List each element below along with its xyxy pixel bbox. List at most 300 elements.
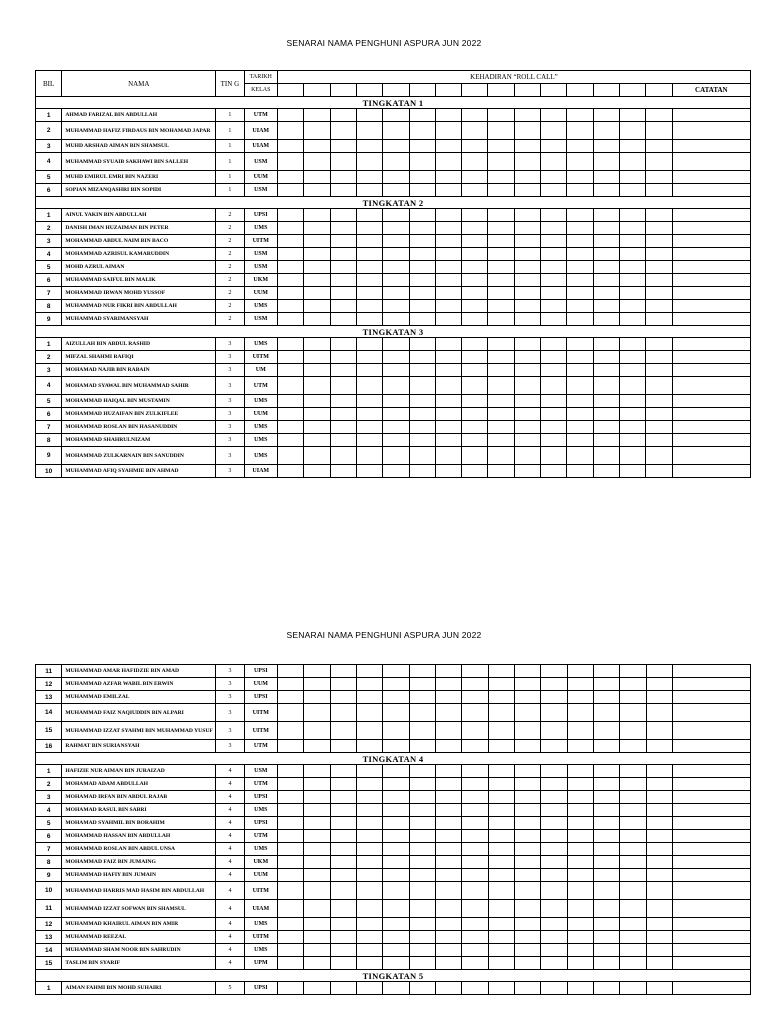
roll-call-cell[interactable] (304, 377, 330, 395)
roll-call-cell[interactable] (330, 918, 356, 931)
roll-call-cell[interactable] (488, 722, 514, 740)
catatan-cell[interactable] (672, 209, 750, 222)
roll-call-cell[interactable] (462, 421, 488, 434)
roll-call-cell[interactable] (541, 957, 567, 970)
roll-call-cell[interactable] (435, 918, 461, 931)
roll-call-cell[interactable] (462, 830, 488, 843)
roll-call-cell[interactable] (620, 364, 646, 377)
roll-call-cell[interactable] (277, 377, 303, 395)
roll-call-cell[interactable] (646, 931, 672, 944)
roll-call-cell[interactable] (646, 364, 672, 377)
roll-call-cell[interactable] (567, 678, 593, 691)
roll-call-cell[interactable] (330, 377, 356, 395)
roll-call-cell[interactable] (357, 982, 383, 995)
roll-call-cell[interactable] (646, 843, 672, 856)
roll-call-cell[interactable] (567, 122, 593, 140)
roll-call-cell[interactable] (646, 287, 672, 300)
roll-call-cell[interactable] (646, 817, 672, 830)
roll-call-cell[interactable] (462, 434, 488, 447)
roll-call-cell[interactable] (488, 869, 514, 882)
roll-call-cell[interactable] (409, 678, 435, 691)
roll-call-cell[interactable] (383, 171, 409, 184)
roll-call-cell[interactable] (488, 261, 514, 274)
roll-call-cell[interactable] (277, 338, 303, 351)
roll-call-cell[interactable] (541, 313, 567, 326)
roll-call-cell[interactable] (356, 235, 382, 248)
roll-call-cell[interactable] (620, 791, 646, 804)
roll-call-cell[interactable] (488, 184, 514, 197)
roll-call-cell[interactable] (462, 465, 488, 478)
roll-call-cell[interactable] (462, 817, 488, 830)
roll-call-cell[interactable] (435, 109, 461, 122)
roll-call-cell[interactable] (278, 817, 304, 830)
roll-call-cell[interactable] (514, 817, 540, 830)
roll-call-cell[interactable] (462, 235, 488, 248)
roll-call-cell[interactable] (488, 395, 514, 408)
roll-call-cell[interactable] (541, 351, 567, 364)
roll-call-cell[interactable] (330, 869, 356, 882)
roll-call-cell[interactable] (435, 274, 461, 287)
roll-call-cell[interactable] (620, 817, 646, 830)
roll-call-cell[interactable] (330, 122, 356, 140)
roll-call-cell[interactable] (409, 351, 435, 364)
roll-call-cell[interactable] (541, 209, 567, 222)
roll-call-cell[interactable] (409, 122, 435, 140)
roll-call-cell[interactable] (356, 140, 382, 153)
roll-call-cell[interactable] (541, 274, 567, 287)
roll-call-cell[interactable] (435, 261, 461, 274)
roll-call-cell[interactable] (357, 957, 383, 970)
roll-call-cell[interactable] (567, 171, 593, 184)
roll-call-cell[interactable] (488, 171, 514, 184)
roll-call-cell[interactable] (278, 704, 304, 722)
roll-call-cell[interactable] (383, 765, 409, 778)
roll-call-cell[interactable] (646, 421, 672, 434)
roll-call-cell[interactable] (593, 248, 619, 261)
roll-call-cell[interactable] (357, 740, 383, 753)
roll-call-cell[interactable] (620, 434, 646, 447)
roll-call-cell[interactable] (514, 395, 540, 408)
roll-call-cell[interactable] (593, 856, 619, 869)
roll-call-cell[interactable] (462, 678, 488, 691)
roll-call-cell[interactable] (356, 434, 382, 447)
roll-call-cell[interactable] (462, 778, 488, 791)
roll-call-cell[interactable] (356, 287, 382, 300)
roll-call-cell[interactable] (304, 261, 330, 274)
roll-call-cell[interactable] (383, 791, 409, 804)
roll-call-cell[interactable] (593, 377, 619, 395)
roll-call-cell[interactable] (278, 882, 304, 900)
roll-call-cell[interactable] (409, 691, 435, 704)
roll-call-cell[interactable] (567, 465, 593, 478)
roll-call-cell[interactable] (514, 274, 540, 287)
roll-call-cell[interactable] (409, 843, 435, 856)
roll-call-cell[interactable] (567, 287, 593, 300)
roll-call-cell[interactable] (409, 817, 435, 830)
roll-call-cell[interactable] (409, 140, 435, 153)
roll-call-cell[interactable] (488, 982, 514, 995)
roll-call-cell[interactable] (277, 364, 303, 377)
roll-call-cell[interactable] (278, 665, 304, 678)
roll-call-cell[interactable] (277, 248, 303, 261)
roll-call-cell[interactable] (383, 434, 409, 447)
roll-call-cell[interactable] (514, 235, 540, 248)
roll-call-cell[interactable] (383, 691, 409, 704)
roll-call-cell[interactable] (488, 338, 514, 351)
roll-call-cell[interactable] (567, 944, 593, 957)
roll-call-cell[interactable] (356, 222, 382, 235)
roll-call-cell[interactable] (541, 122, 567, 140)
roll-call-cell[interactable] (330, 421, 356, 434)
roll-call-cell[interactable] (330, 722, 356, 740)
roll-call-cell[interactable] (593, 313, 619, 326)
roll-call-cell[interactable] (409, 465, 435, 478)
roll-call-cell[interactable] (330, 434, 356, 447)
roll-call-cell[interactable] (435, 122, 461, 140)
catatan-cell[interactable] (672, 447, 750, 465)
roll-call-cell[interactable] (383, 918, 409, 931)
roll-call-cell[interactable] (330, 678, 356, 691)
roll-call-cell[interactable] (304, 918, 330, 931)
roll-call-cell[interactable] (462, 222, 488, 235)
roll-call-cell[interactable] (541, 722, 567, 740)
roll-call-cell[interactable] (488, 778, 514, 791)
catatan-cell[interactable] (672, 843, 750, 856)
roll-call-cell[interactable] (435, 856, 461, 869)
roll-call-cell[interactable] (462, 704, 488, 722)
roll-call-cell[interactable] (567, 740, 593, 753)
roll-call-cell[interactable] (435, 235, 461, 248)
roll-call-cell[interactable] (383, 740, 409, 753)
roll-call-cell[interactable] (593, 900, 619, 918)
roll-call-cell[interactable] (462, 665, 488, 678)
roll-call-cell[interactable] (330, 982, 356, 995)
roll-call-cell[interactable] (304, 364, 330, 377)
roll-call-cell[interactable] (567, 109, 593, 122)
roll-call-cell[interactable] (567, 209, 593, 222)
roll-call-cell[interactable] (541, 765, 567, 778)
roll-call-cell[interactable] (278, 722, 304, 740)
roll-call-cell[interactable] (514, 931, 540, 944)
roll-call-cell[interactable] (462, 804, 488, 817)
roll-call-cell[interactable] (330, 140, 356, 153)
roll-call-cell[interactable] (357, 678, 383, 691)
roll-call-cell[interactable] (304, 691, 330, 704)
roll-call-cell[interactable] (409, 931, 435, 944)
roll-call-cell[interactable] (278, 804, 304, 817)
roll-call-cell[interactable] (409, 434, 435, 447)
roll-call-cell[interactable] (277, 434, 303, 447)
roll-call-cell[interactable] (277, 447, 303, 465)
roll-call-cell[interactable] (514, 184, 540, 197)
roll-call-cell[interactable] (356, 447, 382, 465)
roll-call-cell[interactable] (620, 274, 646, 287)
roll-call-cell[interactable] (541, 421, 567, 434)
roll-call-cell[interactable] (541, 261, 567, 274)
roll-call-cell[interactable] (435, 222, 461, 235)
roll-call-cell[interactable] (409, 261, 435, 274)
roll-call-cell[interactable] (567, 982, 593, 995)
roll-call-cell[interactable] (409, 300, 435, 313)
roll-call-cell[interactable] (593, 184, 619, 197)
roll-call-cell[interactable] (409, 900, 435, 918)
roll-call-cell[interactable] (593, 982, 619, 995)
roll-call-cell[interactable] (435, 931, 461, 944)
roll-call-cell[interactable] (541, 248, 567, 261)
roll-call-cell[interactable] (488, 856, 514, 869)
roll-call-cell[interactable] (541, 882, 567, 900)
roll-call-cell[interactable] (356, 122, 382, 140)
roll-call-cell[interactable] (277, 171, 303, 184)
roll-call-cell[interactable] (435, 287, 461, 300)
roll-call-cell[interactable] (278, 957, 304, 970)
roll-call-cell[interactable] (462, 287, 488, 300)
roll-call-cell[interactable] (330, 235, 356, 248)
catatan-cell[interactable] (672, 778, 750, 791)
roll-call-cell[interactable] (330, 171, 356, 184)
roll-call-cell[interactable] (593, 944, 619, 957)
roll-call-cell[interactable] (593, 765, 619, 778)
roll-call-cell[interactable] (383, 900, 409, 918)
roll-call-cell[interactable] (383, 153, 409, 171)
catatan-cell[interactable] (672, 944, 750, 957)
roll-call-cell[interactable] (304, 704, 330, 722)
roll-call-cell[interactable] (304, 722, 330, 740)
roll-call-cell[interactable] (620, 931, 646, 944)
roll-call-cell[interactable] (435, 434, 461, 447)
roll-call-cell[interactable] (435, 364, 461, 377)
roll-call-cell[interactable] (646, 447, 672, 465)
roll-call-cell[interactable] (514, 957, 540, 970)
roll-call-cell[interactable] (488, 665, 514, 678)
roll-call-cell[interactable] (646, 957, 672, 970)
catatan-cell[interactable] (672, 395, 750, 408)
roll-call-cell[interactable] (488, 140, 514, 153)
roll-call-cell[interactable] (383, 140, 409, 153)
roll-call-cell[interactable] (277, 235, 303, 248)
roll-call-cell[interactable] (541, 171, 567, 184)
roll-call-cell[interactable] (567, 261, 593, 274)
roll-call-cell[interactable] (383, 869, 409, 882)
roll-call-cell[interactable] (488, 447, 514, 465)
roll-call-cell[interactable] (356, 465, 382, 478)
roll-call-cell[interactable] (409, 313, 435, 326)
roll-call-cell[interactable] (383, 408, 409, 421)
roll-call-cell[interactable] (357, 882, 383, 900)
roll-call-cell[interactable] (488, 817, 514, 830)
roll-call-cell[interactable] (278, 869, 304, 882)
roll-call-cell[interactable] (330, 900, 356, 918)
roll-call-cell[interactable] (304, 235, 330, 248)
roll-call-cell[interactable] (330, 740, 356, 753)
roll-call-cell[interactable] (357, 931, 383, 944)
roll-call-cell[interactable] (330, 691, 356, 704)
roll-call-cell[interactable] (278, 765, 304, 778)
roll-call-cell[interactable] (435, 209, 461, 222)
roll-call-cell[interactable] (514, 843, 540, 856)
roll-call-cell[interactable] (278, 691, 304, 704)
catatan-cell[interactable] (672, 140, 750, 153)
roll-call-cell[interactable] (357, 830, 383, 843)
roll-call-cell[interactable] (462, 843, 488, 856)
roll-call-cell[interactable] (330, 261, 356, 274)
roll-call-cell[interactable] (488, 678, 514, 691)
roll-call-cell[interactable] (488, 408, 514, 421)
roll-call-cell[interactable] (462, 274, 488, 287)
roll-call-cell[interactable] (488, 313, 514, 326)
roll-call-cell[interactable] (567, 957, 593, 970)
roll-call-cell[interactable] (330, 856, 356, 869)
roll-call-cell[interactable] (435, 882, 461, 900)
roll-call-cell[interactable] (593, 287, 619, 300)
roll-call-cell[interactable] (620, 704, 646, 722)
roll-call-cell[interactable] (357, 817, 383, 830)
roll-call-cell[interactable] (514, 465, 540, 478)
roll-call-cell[interactable] (620, 957, 646, 970)
roll-call-cell[interactable] (567, 184, 593, 197)
roll-call-cell[interactable] (304, 843, 330, 856)
roll-call-cell[interactable] (462, 377, 488, 395)
roll-call-cell[interactable] (435, 184, 461, 197)
roll-call-cell[interactable] (567, 665, 593, 678)
roll-call-cell[interactable] (435, 313, 461, 326)
roll-call-cell[interactable] (541, 740, 567, 753)
catatan-cell[interactable] (672, 338, 750, 351)
roll-call-cell[interactable] (488, 300, 514, 313)
roll-call-cell[interactable] (304, 740, 330, 753)
roll-call-cell[interactable] (277, 109, 303, 122)
roll-call-cell[interactable] (541, 678, 567, 691)
roll-call-cell[interactable] (435, 351, 461, 364)
roll-call-cell[interactable] (514, 122, 540, 140)
roll-call-cell[interactable] (514, 778, 540, 791)
roll-call-cell[interactable] (277, 395, 303, 408)
roll-call-cell[interactable] (356, 300, 382, 313)
roll-call-cell[interactable] (277, 209, 303, 222)
roll-call-cell[interactable] (541, 982, 567, 995)
roll-call-cell[interactable] (541, 235, 567, 248)
roll-call-cell[interactable] (541, 377, 567, 395)
roll-call-cell[interactable] (646, 122, 672, 140)
catatan-cell[interactable] (672, 804, 750, 817)
roll-call-cell[interactable] (304, 765, 330, 778)
roll-call-cell[interactable] (278, 830, 304, 843)
roll-call-cell[interactable] (356, 153, 382, 171)
roll-call-cell[interactable] (567, 421, 593, 434)
roll-call-cell[interactable] (409, 957, 435, 970)
roll-call-cell[interactable] (620, 900, 646, 918)
roll-call-cell[interactable] (488, 465, 514, 478)
roll-call-cell[interactable] (304, 665, 330, 678)
roll-call-cell[interactable] (304, 678, 330, 691)
roll-call-cell[interactable] (567, 313, 593, 326)
roll-call-cell[interactable] (409, 804, 435, 817)
roll-call-cell[interactable] (330, 665, 356, 678)
roll-call-cell[interactable] (488, 235, 514, 248)
catatan-cell[interactable] (672, 691, 750, 704)
roll-call-cell[interactable] (277, 287, 303, 300)
roll-call-cell[interactable] (330, 778, 356, 791)
roll-call-cell[interactable] (593, 122, 619, 140)
roll-call-cell[interactable] (462, 351, 488, 364)
roll-call-cell[interactable] (383, 300, 409, 313)
roll-call-cell[interactable] (620, 830, 646, 843)
roll-call-cell[interactable] (567, 843, 593, 856)
roll-call-cell[interactable] (330, 248, 356, 261)
roll-call-cell[interactable] (620, 869, 646, 882)
roll-call-cell[interactable] (435, 421, 461, 434)
roll-call-cell[interactable] (383, 804, 409, 817)
roll-call-cell[interactable] (435, 395, 461, 408)
roll-call-cell[interactable] (304, 109, 330, 122)
roll-call-cell[interactable] (304, 222, 330, 235)
roll-call-cell[interactable] (409, 235, 435, 248)
roll-call-cell[interactable] (567, 447, 593, 465)
roll-call-cell[interactable] (435, 740, 461, 753)
roll-call-cell[interactable] (356, 209, 382, 222)
roll-call-cell[interactable] (278, 944, 304, 957)
roll-call-cell[interactable] (514, 408, 540, 421)
catatan-cell[interactable] (672, 313, 750, 326)
roll-call-cell[interactable] (435, 944, 461, 957)
roll-call-cell[interactable] (304, 408, 330, 421)
roll-call-cell[interactable] (409, 447, 435, 465)
roll-call-cell[interactable] (620, 338, 646, 351)
roll-call-cell[interactable] (435, 408, 461, 421)
roll-call-cell[interactable] (435, 678, 461, 691)
roll-call-cell[interactable] (330, 222, 356, 235)
roll-call-cell[interactable] (514, 248, 540, 261)
roll-call-cell[interactable] (541, 109, 567, 122)
roll-call-cell[interactable] (514, 791, 540, 804)
roll-call-cell[interactable] (383, 665, 409, 678)
roll-call-cell[interactable] (330, 395, 356, 408)
roll-call-cell[interactable] (330, 465, 356, 478)
roll-call-cell[interactable] (435, 447, 461, 465)
roll-call-cell[interactable] (646, 222, 672, 235)
roll-call-cell[interactable] (356, 248, 382, 261)
roll-call-cell[interactable] (356, 377, 382, 395)
roll-call-cell[interactable] (330, 109, 356, 122)
roll-call-cell[interactable] (409, 944, 435, 957)
roll-call-cell[interactable] (435, 665, 461, 678)
roll-call-cell[interactable] (646, 184, 672, 197)
roll-call-cell[interactable] (383, 248, 409, 261)
catatan-cell[interactable] (672, 274, 750, 287)
roll-call-cell[interactable] (435, 140, 461, 153)
roll-call-cell[interactable] (304, 804, 330, 817)
roll-call-cell[interactable] (304, 447, 330, 465)
roll-call-cell[interactable] (462, 338, 488, 351)
roll-call-cell[interactable] (330, 351, 356, 364)
roll-call-cell[interactable] (383, 209, 409, 222)
roll-call-cell[interactable] (646, 274, 672, 287)
roll-call-cell[interactable] (514, 882, 540, 900)
roll-call-cell[interactable] (541, 869, 567, 882)
roll-call-cell[interactable] (330, 300, 356, 313)
roll-call-cell[interactable] (593, 395, 619, 408)
roll-call-cell[interactable] (435, 817, 461, 830)
roll-call-cell[interactable] (541, 364, 567, 377)
roll-call-cell[interactable] (646, 109, 672, 122)
roll-call-cell[interactable] (567, 235, 593, 248)
roll-call-cell[interactable] (488, 843, 514, 856)
roll-call-cell[interactable] (567, 351, 593, 364)
roll-call-cell[interactable] (593, 791, 619, 804)
roll-call-cell[interactable] (357, 665, 383, 678)
roll-call-cell[interactable] (488, 704, 514, 722)
roll-call-cell[interactable] (330, 287, 356, 300)
